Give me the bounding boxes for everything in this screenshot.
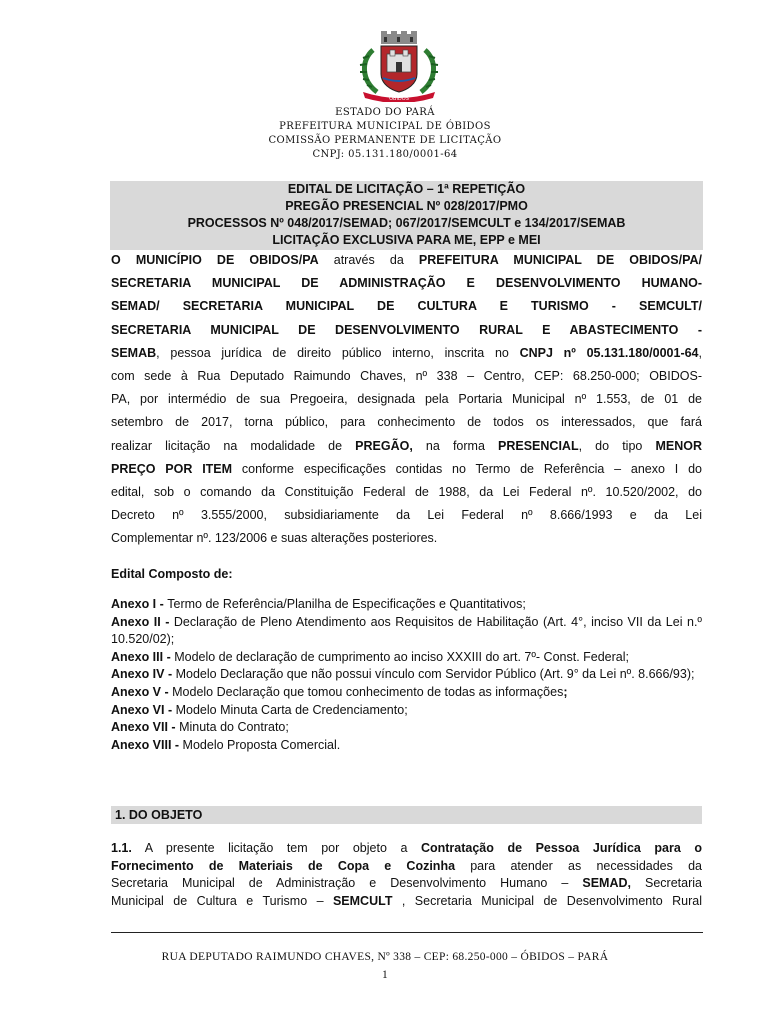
objeto-paragraph: 1.1. A presente licitação tem por objeto a Contratação de Pessoa Jurídica para o Fornecimento de Materiais de Copa e Cozinha para atender as necessidades da Secretaria Municipal de Administração e Desenvolvimento Humano – SEMAD, Secretaria Municipal de Cultura e Turismo – SEMCULT , Secretaria Municipal de Desenvolvimento Rural <box>111 841 703 908</box>
title-line-processos: PROCESSOS Nº 048/2017/SEMAD; 067/2017/SEMCULT e 134/2017/SEMAB <box>187 216 626 230</box>
header-comissao: COMISSÃO PERMANENTE DE LICITAÇÃO <box>268 135 502 146</box>
annex-item: Anexo V - Modelo Declaração que tomou conhecimento de todas as informações; <box>111 684 568 699</box>
annex-item: Anexo VII - Minuta do Contrato; <box>111 720 289 735</box>
annex-item: Anexo VIII - Modelo Proposta Comercial. <box>111 737 341 752</box>
annex-item: Anexo I - Termo de Referência/Planilha de Especificações e Quantitativos; <box>111 597 526 611</box>
header-prefeitura: PREFEITURA MUNICIPAL DE ÓBIDOS <box>279 121 491 132</box>
composto-heading: Edital Composto de: <box>111 567 233 581</box>
header-state: ESTADO DO PARÁ <box>335 107 435 118</box>
header-cnpj: CNPJ: 05.131.180/0001-64 <box>312 149 458 160</box>
annex-list <box>111 596 702 754</box>
section-heading-objeto: 1. DO OBJETO <box>111 806 702 824</box>
footer-divider <box>111 932 703 933</box>
annex-item: Anexo IV - Modelo Declaração que não possui vínculo com Servidor Público (Art. 9° da Lei nº. 8.666/93); <box>111 667 695 682</box>
footer-address: RUA DEPUTADO RAIMUNDO CHAVES, Nº 338 – CEP: 68.250-000 – ÓBIDOS – PARÁ <box>161 951 609 963</box>
annex-item: Anexo III - Modelo de declaração de cumprimento ao inciso XXXIII do art. 7º- Const. Federal; <box>111 649 630 664</box>
intro-paragraph: O MUNICÍPIO DE OBIDOS/PA através da PREFEITURA MUNICIPAL DE OBIDOS/PA/ SECRETARIA MUNICIPAL DE ADMINISTRAÇÃO E DESENVOLVIMENTO HUMANO- SEMAD/ SECRETARIA MUNICIPAL DE CULTURA E TURISMO - SEMCULT/ SECRETARIA MUNICIPAL DE DESENVOLVIMENTO RURAL E ABASTECIMENTO - SEMAB, pessoa jurídica de direito público interno, inscrita no CNPJ nº 05.131.180/0001-64, com sede à Rua Deputado Raimundo Chaves, nº 338 – Centro, CEP: 68.250-000; OBIDOS- PA, por intermédio de sua Pregoeira, designada pela Portaria Municipal nº 1.553, de 01 de setembro de 2017, torna público, para conhecimento de todos os interessados, que fará realizar licitação na modalidade de PREGÃO, na forma PRESENCIAL, do tipo MENOR PREÇO POR ITEM conforme especificações contidas no Termo de Referência – anexo I do edital, sob o comando da Constituição Federal de 1988, da Lei Federal nº. 10.520/2002, do Decreto nº 3.555/2000, subsidiariamente da Lei Federal nº 8.666/1993 e da Lei Complementar nº. 123/2006 e suas alterações posteriores. <box>111 253 703 546</box>
title-line-exclusiva: LICITAÇÃO EXCLUSIVA PARA ME, EPP e MEI <box>272 233 541 247</box>
page-number: 1 <box>381 969 389 981</box>
title-line-edital: EDITAL DE LICITAÇÃO – 1ª REPETIÇÃO <box>287 182 526 196</box>
footer <box>0 948 770 984</box>
annex-item: Anexo II - Declaração de Pleno Atendimento aos Requisitos de Habilitação (Art. 4°, inciso VII da Lei n.º 10.520/02); <box>111 614 703 647</box>
annex-item: Anexo VI - Modelo Minuta Carta de Credenciamento; <box>111 702 408 717</box>
coat-of-arms-logo <box>353 30 445 102</box>
edital-title-box <box>110 181 703 250</box>
title-line-pregao: PREGÃO PRESENCIAL Nº 028/2017/PMO <box>285 199 528 213</box>
svg-text:OBIDOS: OBIDOS <box>389 96 409 102</box>
